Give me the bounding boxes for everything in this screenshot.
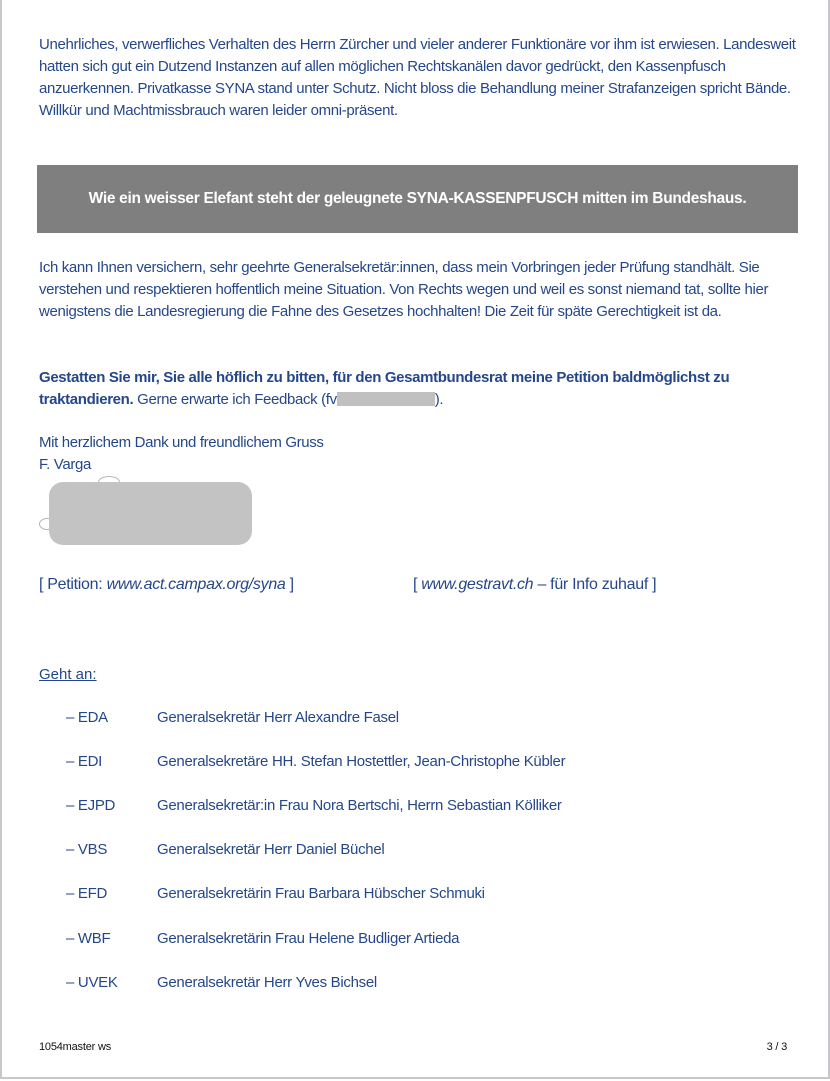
footer-label: 1054master ws: [39, 1041, 111, 1053]
redacted-email: [337, 392, 435, 406]
closing-greeting: Mit herzlichem Dank und freundlichem Gruss: [39, 434, 324, 451]
recipient-dept: – EDI: [66, 753, 103, 770]
info-link-text: [413, 576, 656, 594]
recipient-dept: – EDA: [66, 709, 108, 726]
recipient-name: Generalsekretär Herr Yves Bichsel: [157, 974, 377, 991]
recipient-name: Generalsekretär:in Frau Nora Bertschi, Herrn Sebastian Kölliker: [157, 797, 562, 814]
recipient-dept: – VBS: [66, 841, 108, 858]
petition-link[interactable]: www.act.campax.org/syna: [106, 576, 286, 593]
recipient-dept: – EFD: [66, 885, 108, 902]
recipient-name: Generalsekretärin Frau Barbara Hübscher Schmuki: [157, 885, 485, 902]
closing: [39, 432, 799, 476]
recipient-name: Generalsekretärin Frau Helene Budliger Artieda: [157, 930, 460, 947]
recipient-dept: – WBF: [66, 930, 111, 947]
request-normal: Gerne erwarte ich Feedback (fv: [133, 391, 337, 408]
page-number: 3 / 3: [766, 1041, 787, 1053]
petition-suffix: ]: [285, 576, 294, 593]
recipient-dept: – UVEK: [66, 974, 118, 991]
closing-name: F. Varga: [39, 456, 91, 473]
paragraph-assurance: Ich kann Ihnen versichern, sehr geehrte Generalsekretär:innen, dass mein Vorbringen jeder Prüfung standhält. Sie verstehen und respektieren hoffentlich meine Situation. Von Rechts wegen und weil es sonst niemand tat, sollte hier wenigstens die Landesregierung die Fahne des Gesetzes hochhalten! Die Zeit für späte Gerechtigkeit ist da.: [39, 259, 769, 320]
request-close: ).: [434, 391, 444, 408]
recipients-heading: Geht an:: [39, 666, 97, 683]
paragraph-conduct: Unehrliches, verwerfliches Verhalten des Herrn Zürcher und vieler anderer Funktionäre vor ihm ist erwiesen. Landesweit hatten sich gut ein Dutzend Instanzen auf allen möglichen Rechtskanälen davor gedrückt, den Kassenpfusch anzuerkennen. Privatkasse SYNA stand unter Schutz. Nicht bloss die Behandlung meiner Strafanzeigen spricht Bände. Willkür und Machtmissbrauch waren leider omni-präsent.: [39, 36, 796, 119]
petition-link-text: [39, 576, 294, 594]
recipient-name: Generalsekretär Herr Alexandre Fasel: [157, 709, 399, 726]
info-link[interactable]: www.gestravt.ch: [421, 576, 534, 593]
info-suffix: – für Info zuhauf ]: [533, 576, 657, 593]
paragraph-request: [39, 367, 799, 411]
recipient-name: Generalsekretär Herr Daniel Büchel: [157, 841, 385, 858]
petition-prefix: [ Petition:: [39, 576, 107, 593]
recipient-name: Generalsekretäre HH. Stefan Hostettler, Jean-Christophe Kübler: [157, 753, 566, 770]
banner-text: Wie ein weisser Elefant steht der geleugnete SYNA-KASSENPFUSCH mitten im Bundeshaus.: [88, 190, 747, 207]
highlight-banner: [37, 165, 798, 233]
request-bold: Gestatten Sie mir, Sie alle höflich zu bitten, für den Gesamtbundesrat meine Petition baldmöglichst zu traktandieren.: [39, 369, 730, 408]
recipient-dept: – EJPD: [66, 797, 116, 814]
info-prefix: [: [413, 576, 422, 593]
